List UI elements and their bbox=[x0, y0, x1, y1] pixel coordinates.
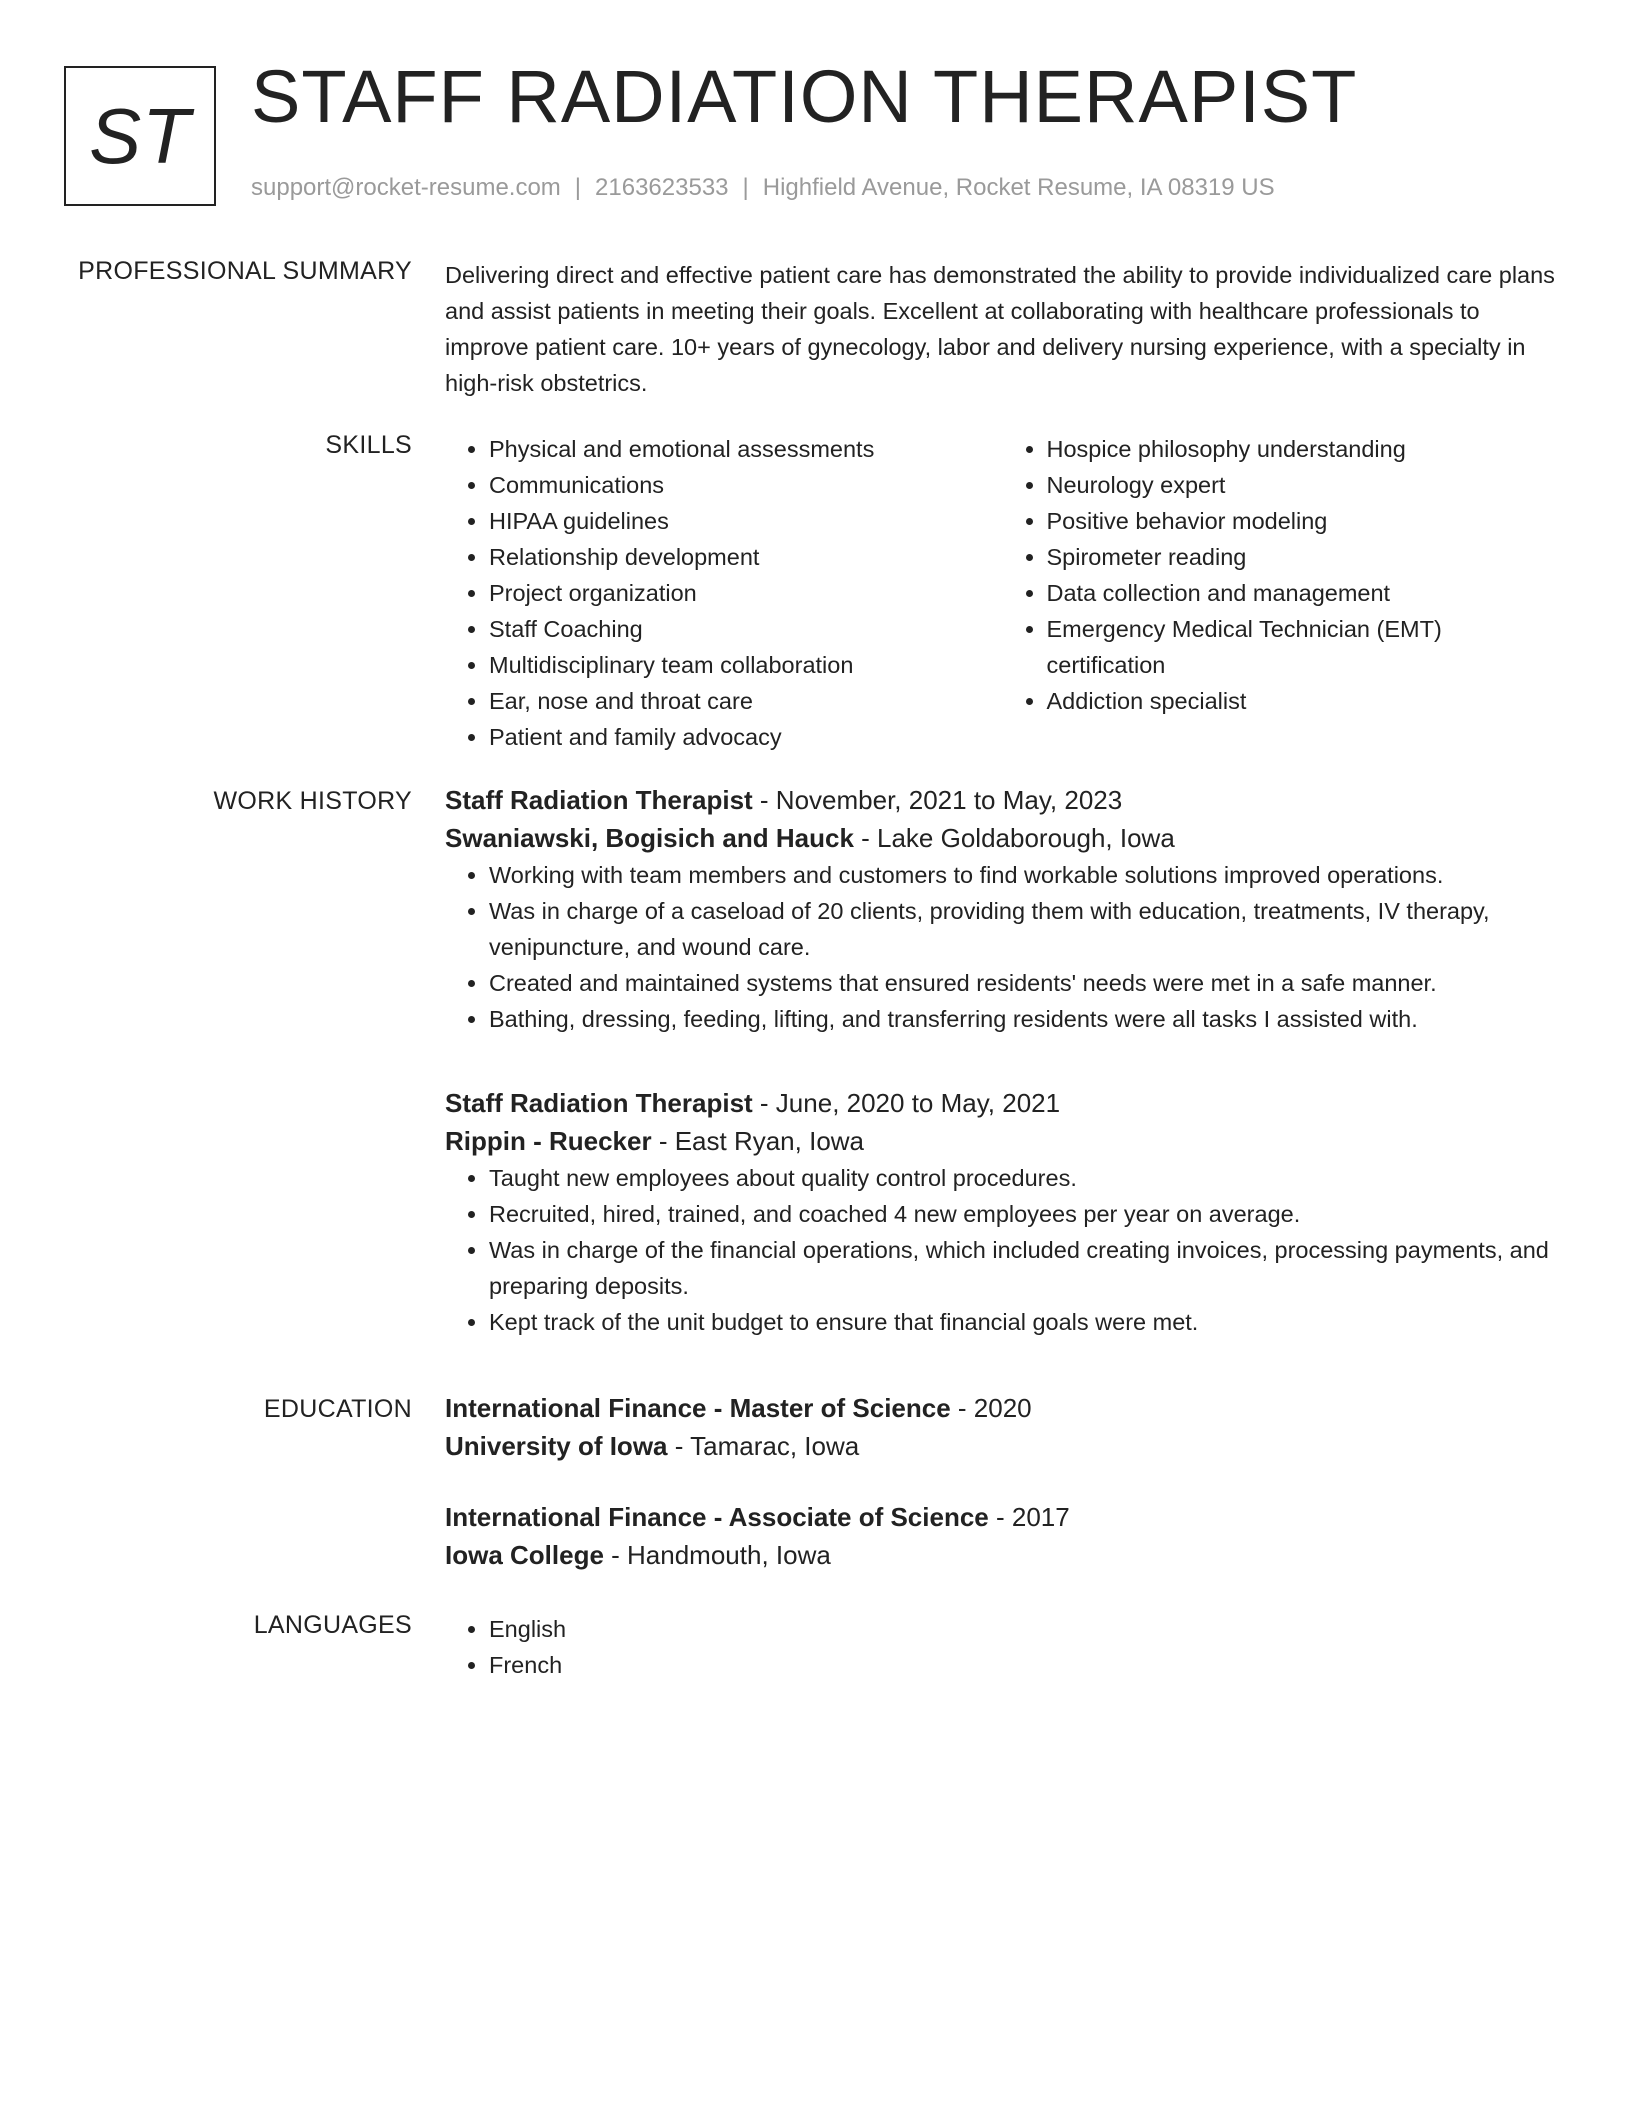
languages-list bbox=[445, 1611, 1560, 1683]
degree-line bbox=[445, 1498, 1560, 1536]
degree-line bbox=[445, 1389, 1560, 1427]
skill-item: • Communications bbox=[489, 467, 1003, 503]
degree-year: - 2017 bbox=[988, 1502, 1070, 1532]
job-company: Swaniawski, Bogisich and Hauck bbox=[445, 823, 854, 853]
skill-item: • Multidisciplinary team collaboration bbox=[489, 647, 1003, 683]
languages-body bbox=[445, 1611, 1560, 1683]
job-company-line bbox=[445, 819, 1560, 857]
job-duty-item: • Bathing, dressing, feeding, lifting, and transferring residents were all tasks I assisted with. bbox=[489, 1001, 1560, 1037]
school-name: University of Iowa bbox=[445, 1431, 668, 1461]
job-title-line bbox=[445, 1084, 1560, 1122]
language-item: • English bbox=[489, 1611, 1560, 1647]
job-duty-item: • Was in charge of a caseload of 20 clients, providing them with education, treatments, IV therapy, venipuncture, and wound care. bbox=[489, 893, 1560, 965]
monogram-badge bbox=[64, 66, 216, 206]
job-duty-item: • Recruited, hired, trained, and coached 4 new employees per year on average. bbox=[489, 1196, 1560, 1232]
job-entry bbox=[445, 781, 1560, 1037]
contact-phone: 2163623533 bbox=[595, 174, 729, 201]
skill-item: • Ear, nose and throat care bbox=[489, 683, 1003, 719]
skill-item: • Data collection and management bbox=[1047, 575, 1561, 611]
school-line bbox=[445, 1536, 1560, 1574]
skills-list-right bbox=[1003, 431, 1561, 755]
job-dates: - June, 2020 to May, 2021 bbox=[752, 1088, 1061, 1118]
job-dates: - November, 2021 to May, 2023 bbox=[752, 785, 1123, 815]
contact-line bbox=[251, 174, 1275, 202]
job-location: - East Ryan, Iowa bbox=[651, 1126, 865, 1156]
job-duty-item: • Working with team members and customers to find workable solutions improved operations. bbox=[489, 857, 1560, 893]
languages-heading: LANGUAGES bbox=[253, 1611, 412, 1639]
skills-list-left bbox=[445, 431, 1003, 755]
job-title-line bbox=[445, 781, 1560, 819]
job-duty-item: • Taught new employees about quality control procedures. bbox=[489, 1160, 1560, 1196]
monogram-initials: ST bbox=[89, 91, 191, 180]
job-company-line bbox=[445, 1122, 1560, 1160]
job-duty-item: • Kept track of the unit budget to ensure that financial goals were met. bbox=[489, 1304, 1560, 1340]
education-entry bbox=[445, 1389, 1560, 1465]
job-duties-list bbox=[445, 1160, 1560, 1340]
school-location: - Tamarac, Iowa bbox=[667, 1431, 860, 1461]
job-duty-item: • Created and maintained systems that ensured residents' needs were met in a safe manner. bbox=[489, 965, 1560, 1001]
skill-item: • Physical and emotional assessments bbox=[489, 431, 1003, 467]
degree-name: International Finance - Associate of Science bbox=[445, 1502, 989, 1532]
resume-name-title: STAFF RADIATION THERAPIST bbox=[251, 55, 1358, 138]
school-name: Iowa College bbox=[445, 1540, 604, 1570]
skill-item: • Neurology expert bbox=[1047, 467, 1561, 503]
school-line bbox=[445, 1427, 1560, 1465]
skill-item: • Patient and family advocacy bbox=[489, 719, 1003, 755]
degree-year: - 2020 bbox=[950, 1393, 1032, 1423]
education-entry bbox=[445, 1498, 1560, 1574]
skill-item: • Staff Coaching bbox=[489, 611, 1003, 647]
job-role: Staff Radiation Therapist bbox=[445, 785, 753, 815]
education-heading: EDUCATION bbox=[263, 1395, 412, 1423]
summary-text: Delivering direct and effective patient care has demonstrated the ability to provide individualized care plans and assist patients in meeting their goals. Excellent at collaborating with healthcare professionals to improve patient care. 10+ years of gynecology, labor and delivery nursing experience, with a specialty in high-risk obstetrics. bbox=[445, 262, 1555, 396]
degree-name: International Finance - Master of Science bbox=[445, 1393, 951, 1423]
contact-separator: | bbox=[574, 174, 582, 201]
job-company: Rippin - Ruecker bbox=[445, 1126, 652, 1156]
contact-email: support@rocket-resume.com bbox=[251, 174, 561, 201]
skill-item: • Relationship development bbox=[489, 539, 1003, 575]
contact-separator: | bbox=[742, 174, 749, 201]
skills-columns bbox=[445, 431, 1560, 755]
skill-item: • Addiction specialist bbox=[1047, 683, 1561, 719]
job-location: - Lake Goldaborough, Iowa bbox=[853, 823, 1175, 853]
skill-item: • HIPAA guidelines bbox=[489, 503, 1003, 539]
skill-item: • Project organization bbox=[489, 575, 1003, 611]
skills-heading: SKILLS bbox=[325, 431, 412, 459]
skill-item: • Emergency Medical Technician (EMT) certification bbox=[1047, 611, 1561, 683]
skill-item: • Hospice philosophy understanding bbox=[1047, 431, 1561, 467]
language-item: • French bbox=[489, 1647, 1560, 1683]
school-location: - Handmouth, Iowa bbox=[603, 1540, 831, 1570]
job-duty-item: • Was in charge of the financial operations, which included creating invoices, processing payments, and preparing deposits. bbox=[489, 1232, 1560, 1304]
job-duties-list bbox=[445, 857, 1560, 1037]
skill-item: • Positive behavior modeling bbox=[1047, 503, 1561, 539]
job-role: Staff Radiation Therapist bbox=[445, 1088, 753, 1118]
summary-heading: PROFESSIONAL SUMMARY bbox=[78, 257, 412, 285]
work-history-heading: WORK HISTORY bbox=[213, 787, 412, 815]
job-entry bbox=[445, 1084, 1560, 1340]
contact-address: Highfield Avenue, Rocket Resume, IA 08319 US bbox=[762, 174, 1275, 201]
skill-item: • Spirometer reading bbox=[1047, 539, 1561, 575]
